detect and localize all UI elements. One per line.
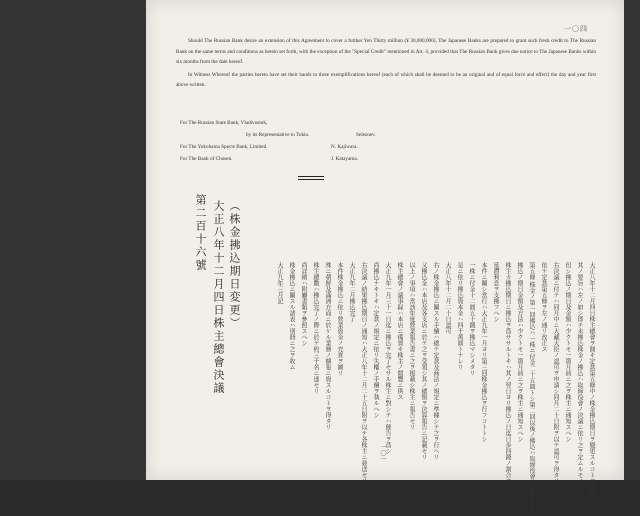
body-text-column: 是ニ依リ拂込資本金ハ四千萬圓トナレリ: [456, 262, 463, 370]
body-text-column: 株主總會ノ議事録ハ本店ニ備置キ株主ノ閲覽ニ供ス: [396, 262, 403, 400]
body-text-column: 第五條 株金ノ第一回拂込ハ一株ニ付金二十五圓トシ第二回以後ノ拂込ハ取締役會ノ決議ニ依ル: [528, 262, 535, 516]
body-text-column: 以上ノ事項ハ當該年度營業報告書ニ之ヲ掲載シ株主ニ報告セリ: [408, 262, 415, 430]
page-number-bottom: 一〇一: [379, 444, 385, 462]
english-agreement-text: [176, 36, 596, 93]
divider-rule: [298, 176, 324, 177]
signature-name: Seleznev.: [356, 132, 376, 138]
divider-rule: [298, 179, 324, 180]
body-text-column: 延滯利息ヲ支拂フヘシ: [492, 262, 499, 322]
resolution-title: 大正八年十二月四日株主總會決議: [212, 200, 225, 395]
signature-line-left: For The Bank of Chosen.: [180, 156, 233, 162]
resolution-subtitle: （株金拂込期日変更）: [228, 200, 241, 330]
body-text-column: 株主總數ハ拂込完了ノ際ニ於テ約三千名ニ達セリ: [312, 262, 319, 394]
signature-name: J. Katayama.: [331, 156, 358, 162]
body-text-column: 殊ニ朝鮮及滿洲方面ニ於ケル業務ノ擴張ニ資スルコトヲ得タリ: [324, 262, 331, 430]
body-text-column: 大正九年一月三十一日迄ニ拂込ヲ完了セサル株主ニ對シテハ催告ヲ爲シ: [384, 262, 391, 454]
body-text-column: 本件ニ關シ當行ハ大正九年一月ヨリ第三回株金拂込ヲ行フコトトシ: [480, 262, 487, 442]
body-text-column: 右ノ株金拂込ニ關スル手續ハ總テ定款及商法ノ規定ニ準據シテ之ヲ行ヘリ: [432, 262, 439, 460]
signature-name: N. Kajiwara.: [331, 144, 358, 150]
body-text-column: 右決議ノ結果拂込期日ノ通知ハ大正八年十二月二十五日附ヲ以テ各株主ニ發送セリ: [360, 262, 367, 484]
agreement-paragraph: In Witness Whereof the parties hereto have set their hands to three exemplifications hereof (each of which shall be deemed to be an original and of equal force and effect) the day and year first above written.: [176, 71, 596, 88]
signature-line-left: For The Russian State Bank, Vladivostok,: [180, 120, 268, 126]
body-text-column: 尚拂込ナキトキハ定款ノ規定ニ依リ失權ノ手續ヲ執ルヘシ: [372, 262, 379, 418]
body-text-column: 大正九年二月拂込完了: [348, 262, 355, 322]
body-text-column: 拂込ノ期日金額及方法ハ少クトモ一箇月前ニ之ヲ株主ニ通知スヘシ: [516, 262, 523, 442]
body-text-column: 本件株金拂込ニ依リ營業資金ノ充實ヲ圖リ: [336, 262, 343, 376]
agreement-paragraph: Should The Russian Bank desire an extension of this Agreement to cover a further Yen Thirty million (¥ 30,000,000), The Japanese Banks are prepared to grant such fresh credit to The Russian Bank on the same terms and conditions as herein set forth, with the exception of the "Special Credit" mentioned in Art. 4, provided that The Russian Bank gives due notice to The Japanese Banks within six months from the date hereof.: [176, 38, 596, 65]
body-text-column: 但シ拂込ノ期日及金額ハ少クトモ一箇月前ニ之ヲ株主ニ通知スヘシ: [564, 262, 571, 442]
document-number: 第二百十六號: [194, 194, 207, 272]
signature-line-left: by its Representative in Tokio.: [246, 132, 310, 138]
body-text-column: 其ノ要旨ハ左ノ如シ即チ未拂込株金ノ拂込ハ取締役會ノ決議ニ依リ之ヲ定ムルモノトス: [576, 262, 583, 496]
body-text-column: 株金拂込ニ關スル諸表ハ別冊ニ之ヲ收ム: [288, 262, 295, 370]
body-text-column: 又拂込金ハ本店及各支店ニ於テ之ヲ受領シ其ノ總額ヲ決算報告ニ記載セリ: [420, 262, 427, 460]
page-number-top: 一〇四: [564, 25, 588, 33]
body-text-column: 依テ定款第五條ヲ左ノ通リ改正ス: [540, 262, 547, 352]
body-text-column: 右決議ニ付テハ同月中ニ大藏大臣ノ認可ヲ申請シ同月二十日附ヲ以テ認可ヲ得タリ: [552, 262, 559, 484]
body-text-column: 一株ニ付金十二圓五十錢ヲ拂込マシメタリ: [468, 262, 475, 376]
body-text-column: 大正九年三月記: [276, 262, 283, 304]
body-text-column: 株主カ拂込期日ニ拂込ヲ爲ササルトキハ其ノ翌日ヨリ拂込ノ日迄日歩四錢ノ割合ヲ以テ: [504, 262, 511, 496]
document-page: [146, 0, 624, 516]
body-text-column: 大正八年十二月四日株主總會ヲ開キ定款第五條中ノ株金拂込期日ヲ變更スルコトヲ決議シ: [588, 262, 595, 502]
body-text-column: 大正八年十二月二十日認可: [444, 262, 451, 334]
body-text-column: 尚詳細ハ附屬書類ヲ參照スヘシ: [300, 262, 307, 346]
signature-line-left: For The Yokohama Specie Bank, Limited.: [180, 144, 268, 150]
